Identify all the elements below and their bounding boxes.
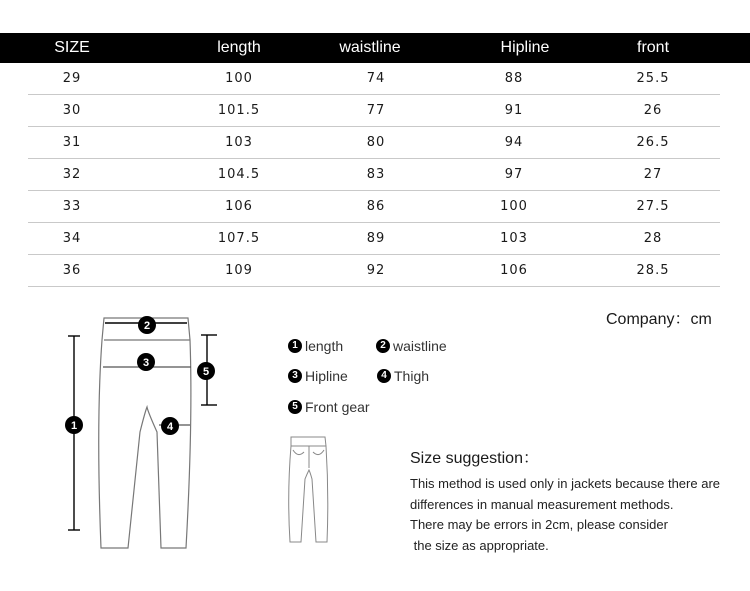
table-row (28, 127, 720, 159)
legend-label-front-gear: Front gear (305, 399, 370, 415)
suggestion-line-4: the size as appropriate. (410, 538, 549, 553)
table-cell: 100 (500, 199, 528, 214)
marker-5 (197, 362, 215, 380)
header-front: front (636, 39, 670, 56)
legend-label-thigh: Thigh (394, 368, 430, 384)
table-cell: 28 (643, 231, 663, 246)
table-cell: 100 (225, 71, 253, 86)
table-row (28, 95, 720, 127)
table-row (28, 191, 720, 223)
table-cell: 89 (366, 231, 386, 246)
table-cell: 103 (500, 231, 528, 246)
header-size: SIZE (54, 39, 90, 56)
legend-badge-4: 4 (377, 369, 391, 383)
header-hipline: Hipline (500, 39, 550, 56)
legend-label-length: length (305, 338, 344, 354)
table-row (28, 159, 720, 191)
table-body (0, 63, 750, 287)
table-cell: 26 (643, 103, 663, 118)
size-suggestion-title: Size suggestion： (410, 450, 539, 467)
pants-measurement-diagram (60, 312, 230, 552)
legend-item-hipline (288, 368, 348, 384)
table-cell: 94 (504, 135, 524, 150)
legend-item-thigh (377, 368, 429, 384)
table-cell: 27 (643, 167, 663, 182)
table-cell: 109 (225, 263, 253, 278)
table-cell: 97 (504, 167, 524, 182)
svg-text:2: 2 (143, 320, 151, 332)
suggestion-line-2: differences in manual measurement methods. (410, 497, 674, 512)
svg-text:5: 5 (202, 366, 210, 378)
table-cell: 80 (366, 135, 386, 150)
suggestion-line-1: This method is used only in jackets because there are (410, 476, 721, 491)
size-table (0, 33, 750, 287)
marker-4 (161, 417, 179, 435)
marker-1 (65, 416, 83, 434)
table-cell: 32 (62, 167, 82, 182)
svg-text:3: 3 (142, 357, 150, 369)
table-cell: 107.5 (217, 231, 261, 246)
table-cell: 34 (62, 231, 82, 246)
table-cell: 104.5 (217, 167, 261, 182)
table-cell: 106 (225, 199, 253, 214)
legend-badge-3: 3 (288, 369, 302, 383)
svg-text:1: 1 (70, 420, 78, 432)
unit-note: Company：cm (606, 311, 712, 328)
table-cell: 36 (62, 263, 82, 278)
table-cell: 92 (366, 263, 386, 278)
legend-item-waistline (376, 338, 447, 354)
table-cell: 26.5 (636, 135, 670, 150)
table-header-row (0, 33, 750, 63)
legend-badge-2: 2 (376, 339, 390, 353)
marker-2 (138, 316, 156, 334)
legend-item-length (288, 338, 343, 354)
table-cell: 83 (366, 167, 386, 182)
legend-label-hipline: Hipline (305, 368, 348, 384)
table-cell: 27.5 (636, 199, 670, 214)
table-cell: 106 (500, 263, 528, 278)
table-cell: 31 (62, 135, 82, 150)
table-cell: 30 (62, 103, 82, 118)
table-cell: 91 (504, 103, 524, 118)
table-cell: 103 (225, 135, 253, 150)
legend-label-waistline: waistline (393, 338, 447, 354)
legend-badge-1: 1 (288, 339, 302, 353)
header-length: length (217, 39, 261, 56)
table-row (28, 223, 720, 255)
pants-thumbnail-icon (284, 434, 334, 546)
table-cell: 86 (366, 199, 386, 214)
table-row (28, 63, 720, 95)
table-cell: 25.5 (636, 71, 670, 86)
table-cell: 29 (62, 71, 82, 86)
table-cell: 33 (62, 199, 82, 214)
table-cell: 77 (366, 103, 386, 118)
table-cell: 101.5 (217, 103, 261, 118)
table-cell: 88 (504, 71, 524, 86)
suggestion-line-3: There may be errors in 2cm, please consider (410, 517, 668, 532)
marker-3 (137, 353, 155, 371)
table-row (28, 255, 720, 287)
table-cell: 74 (366, 71, 386, 86)
legend-item-front-gear (288, 399, 370, 415)
svg-text:4: 4 (166, 421, 174, 433)
table-cell: 28.5 (636, 263, 670, 278)
header-waistline: waistline (339, 39, 401, 56)
legend-badge-5: 5 (288, 400, 302, 414)
